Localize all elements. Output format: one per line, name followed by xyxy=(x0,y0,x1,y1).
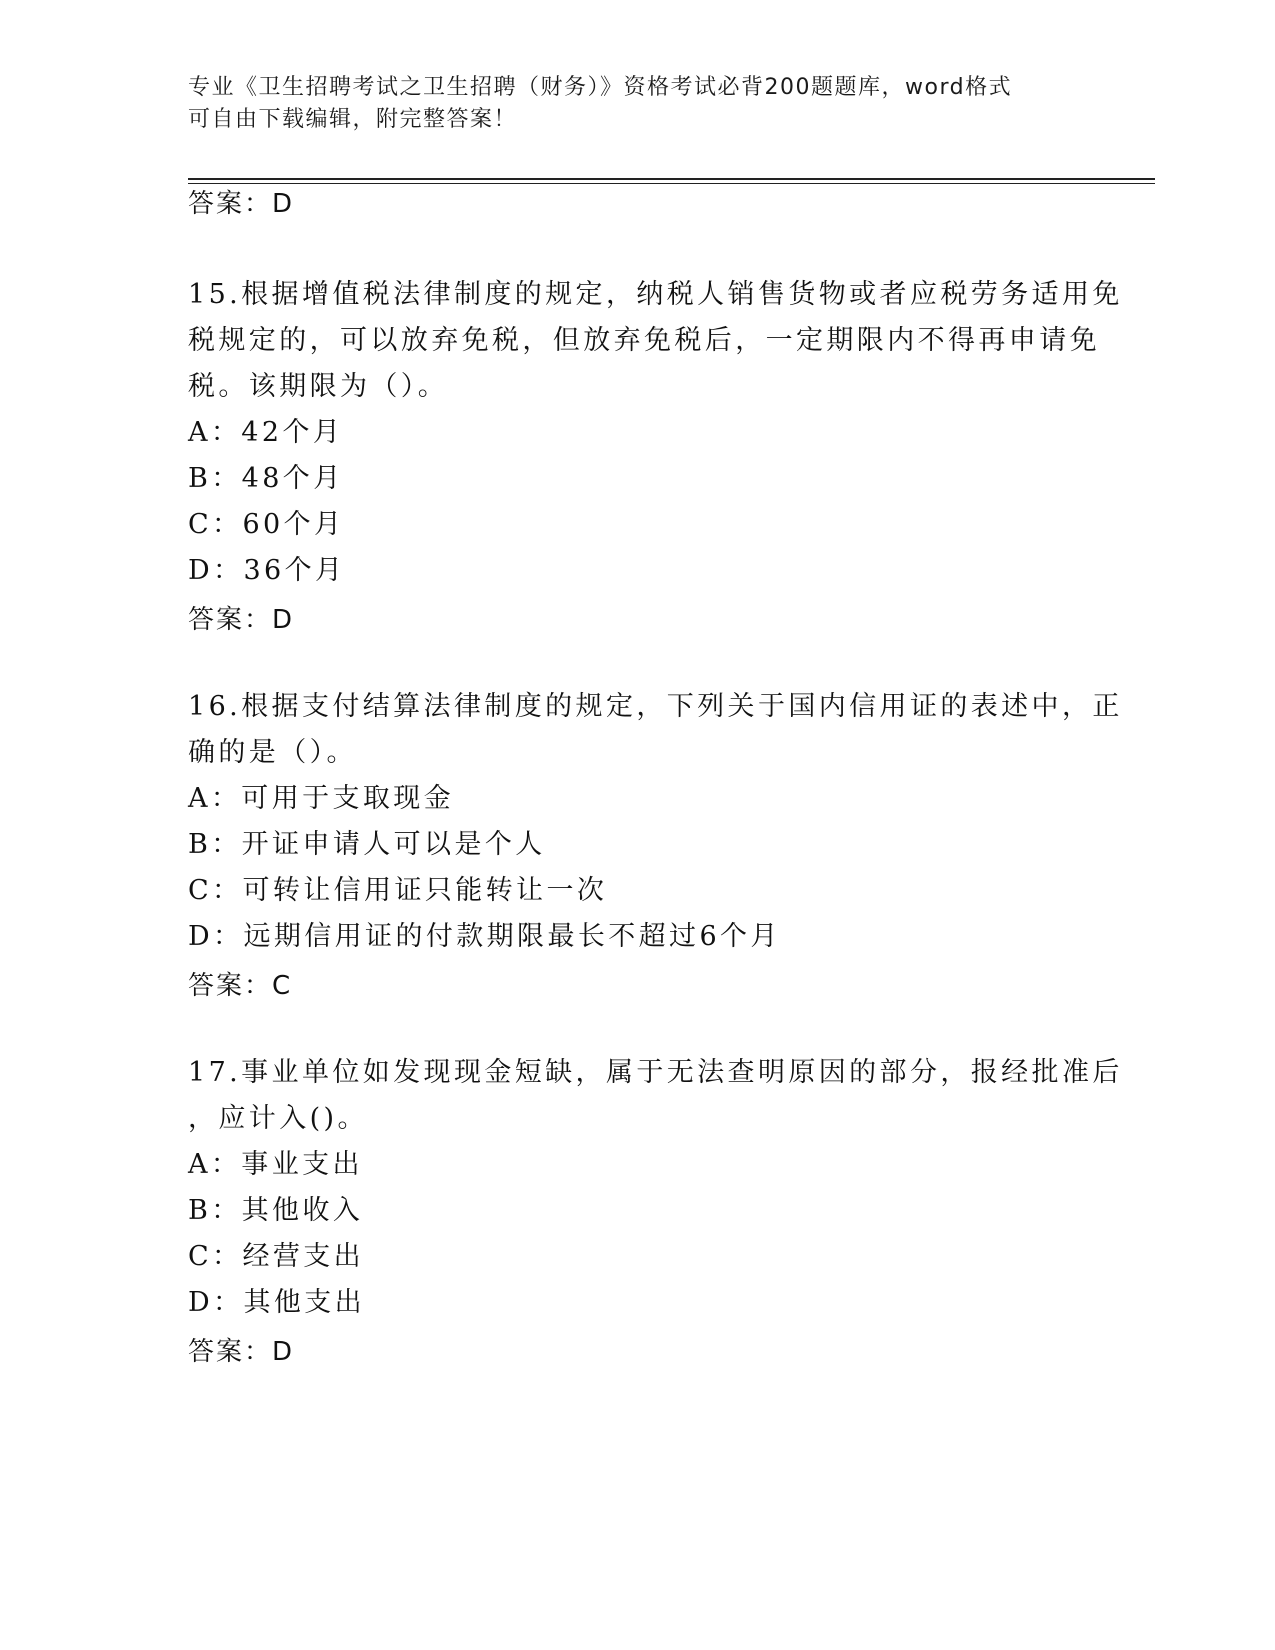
question-text-line: ，应计入()。 xyxy=(188,1103,368,1134)
header-divider-thick xyxy=(188,178,1155,180)
answer-15: 答案：D xyxy=(188,605,295,635)
option-c: C：经营支出 xyxy=(188,1241,365,1272)
document-header xyxy=(188,72,1088,136)
question-15 xyxy=(188,272,1123,594)
option-d: D：远期信用证的付款期限最长不超过6个月 xyxy=(188,921,781,952)
option-d: D：36个月 xyxy=(188,555,346,586)
question-text-line: 16.根据支付结算法律制度的规定，下列关于国内信用证的表述中，正 xyxy=(188,691,1123,722)
option-b: B：开证申请人可以是个人 xyxy=(188,829,546,860)
option-c: C：可转让信用证只能转让一次 xyxy=(188,875,608,906)
option-a: A：42个月 xyxy=(188,417,344,448)
option-b: B：48个月 xyxy=(188,463,344,494)
header-divider-thin xyxy=(188,183,1155,184)
question-text-line: 确的是（）。 xyxy=(188,737,357,768)
question-text-line: 17.事业单位如发现现金短缺，属于无法查明原因的部分，报经批准后 xyxy=(188,1057,1123,1088)
answer-16: 答案：C xyxy=(188,971,293,1001)
header-line-2: 可自由下载编辑，附完整答案！ xyxy=(188,107,518,132)
header-line-1: 专业《卫生招聘考试之卫生招聘（财务）》资格考试必背200题题库，word格式 xyxy=(188,75,1013,100)
option-a: A：事业支出 xyxy=(188,1149,363,1180)
question-17 xyxy=(188,1050,1123,1326)
question-text-line: 税规定的，可以放弃免税，但放弃免税后，一定期限内不得再申请免 xyxy=(188,325,1100,356)
answer-17: 答案：D xyxy=(188,1337,295,1367)
option-d: D：其他支出 xyxy=(188,1287,366,1318)
option-b: B：其他收入 xyxy=(188,1195,364,1226)
answer-previous: 答案：D xyxy=(188,189,295,219)
question-text-line: 15.根据增值税法律制度的规定，纳税人销售货物或者应税劳务适用免 xyxy=(188,279,1123,310)
option-c: C：60个月 xyxy=(188,509,345,540)
question-16 xyxy=(188,684,1123,960)
option-a: A：可用于支取现金 xyxy=(188,783,455,814)
question-text-line: 税。该期限为（）。 xyxy=(188,371,449,402)
